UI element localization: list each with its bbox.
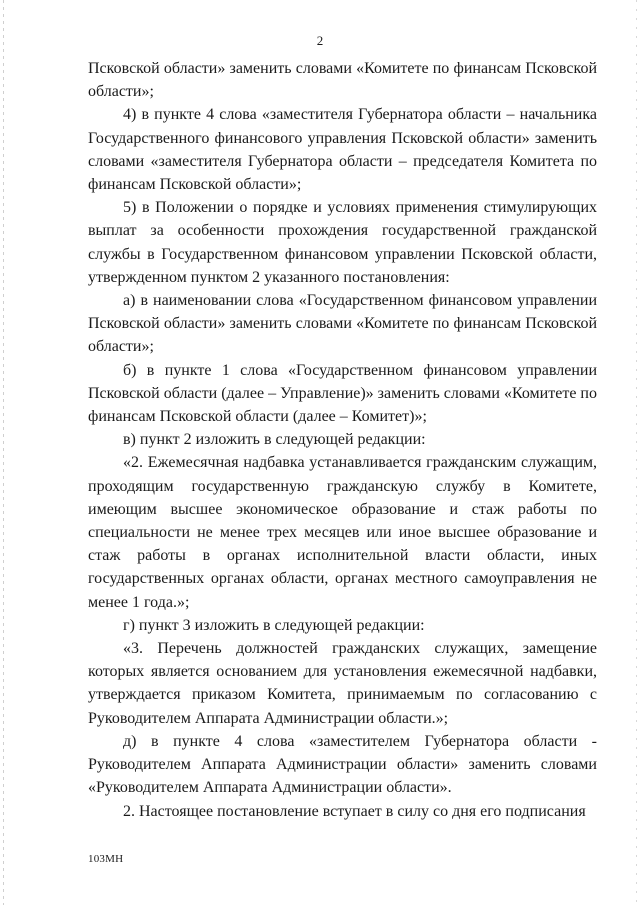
paragraph-quote-3: «3. Перечень должностей гражданских служащих, замещение которых является основанием для установления ежемесячной надбавки, утверждается приказом Комитета, принимаемым по согласованию с Руководителем Аппарата Администрации области.»; xyxy=(88,640,597,727)
paragraph-subitem-v: в) пункт 2 изложить в следующей редакции: xyxy=(123,431,426,449)
paragraph-item-2-effective: 2. Настоящее постановление вступает в силу со дня его подписания xyxy=(123,802,586,820)
document-body xyxy=(88,57,597,823)
page-number: 2 xyxy=(316,33,324,48)
paragraph-subitem-d: д) в пункте 4 слова «заместителем Губернатора области - Руководителем Аппарата Администрации области» заменить словами «Руководителем Аппарата Администрации области». xyxy=(88,732,597,797)
paragraph-subitem-a: а) в наименовании слова «Государственном финансовом управлении Псковской области» заменить словами «Комитете по финансам Псковской области»; xyxy=(88,292,597,356)
paragraph-subitem-g: г) пункт 3 изложить в следующей редакции: xyxy=(123,616,425,634)
paragraph-quote-2: «2. Ежемесячная надбавка устанавливается гражданским служащим, проходящим государственную гражданскую службу в Комитете, имеющим высшее экономическое образование и стаж работы по специальности не менее трех месяцев или иное высшее образование и стаж работы в органах исполнительной власти области, иных государственных органах области, органах местного самоуправления не менее 1 года.»; xyxy=(88,454,597,611)
footer-document-code: 103МН xyxy=(88,853,124,865)
scan-edge-left xyxy=(3,0,4,905)
paragraph-item-4: 4) в пункте 4 слова «заместителя Губернатора области – начальника Государственного финансового управления Псковской области» заменить словами «заместителя Губернатора области – председателя Комитета по финансам Псковской области»; xyxy=(88,106,597,194)
paragraph-continuation: Псковской области» заменить словами «Комитете по финансам Псковской области»; xyxy=(88,60,597,101)
paragraph-item-5: 5) в Положении о порядке и условиях применения стимулирующих выплат за особенности прохождения государственной гражданской службы в Государственном финансовом управлении Псковской области, утвержденном пунктом 2 указанного постановления: xyxy=(88,199,597,286)
scan-edge-right xyxy=(636,0,637,905)
paragraph-subitem-b: б) в пункте 1 слова «Государственном финансовом управлении Псковской области (далее – Управление)» заменить словами «Комитете по финансам Псковской области (далее – Комитет)»; xyxy=(88,361,597,426)
